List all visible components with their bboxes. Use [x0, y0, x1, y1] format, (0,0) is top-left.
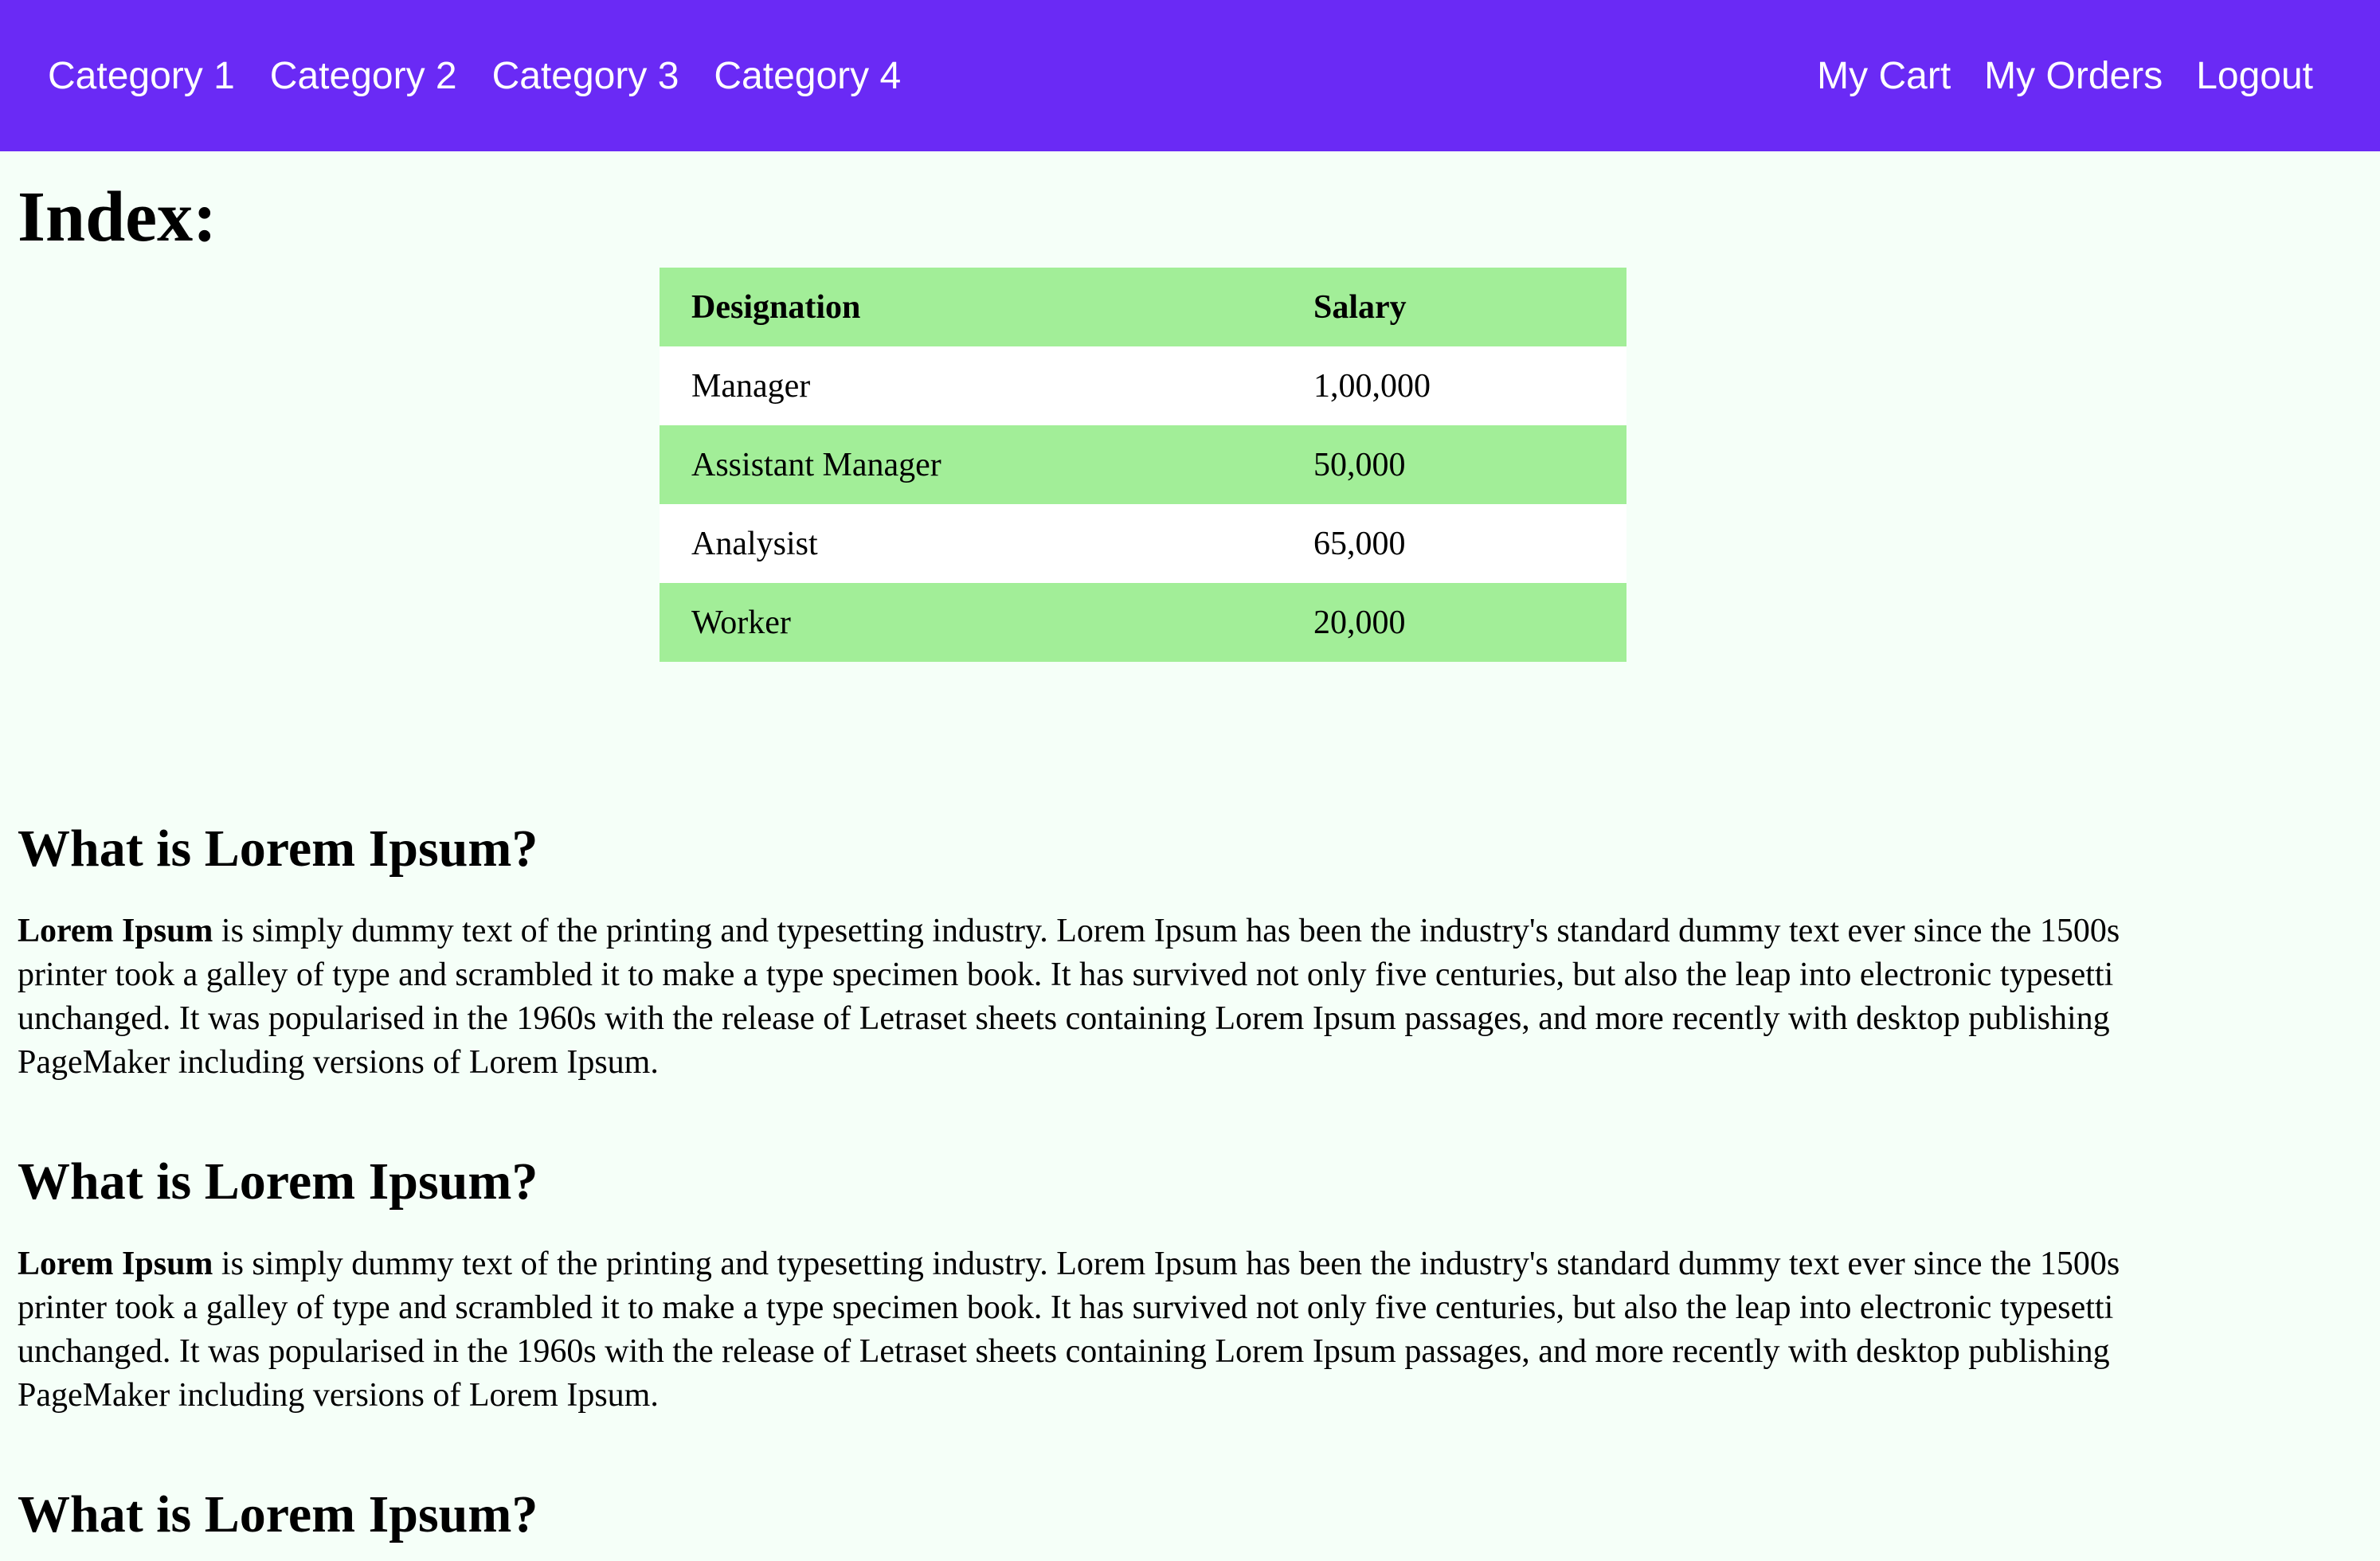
table-row	[660, 583, 1626, 662]
nav-link-category-4[interactable]: Category 4	[714, 54, 902, 97]
section-paragraph	[18, 910, 2380, 1085]
lorem-section-2	[18, 1150, 2380, 1418]
page-title: Index:	[18, 178, 217, 256]
top-navbar	[0, 0, 2380, 151]
designation-cell: Analysist	[691, 525, 818, 562]
section-heading: What is Lorem Ipsum?	[18, 1152, 538, 1211]
main-content	[18, 151, 2380, 1561]
nav-account	[1783, 0, 2313, 151]
designation-cell: Assistant Manager	[691, 446, 941, 483]
paragraph-line: PageMaker including versions of Lorem Ipsum.	[18, 1044, 659, 1081]
nav-categories	[48, 0, 936, 151]
nav-link-category-1[interactable]: Category 1	[48, 54, 235, 97]
nav-link-my-cart[interactable]: My Cart	[1817, 54, 1951, 97]
paragraph-lead: Lorem Ipsum	[18, 913, 213, 949]
paragraph-line: printer took a galley of type and scrambled it to make a type specimen book. It has survived not only five centuries, but also the leap into electronic typesetti	[18, 1289, 2114, 1326]
designation-cell: Worker	[691, 604, 791, 641]
nav-link-my-orders[interactable]: My Orders	[1984, 54, 2163, 97]
nav-link-category-2[interactable]: Category 2	[269, 54, 457, 97]
salary-cell: 1,00,000	[1313, 367, 1431, 405]
paragraph-line: PageMaker including versions of Lorem Ipsum.	[18, 1377, 659, 1414]
section-paragraph	[18, 1242, 2380, 1418]
designation-cell: Manager	[691, 367, 811, 405]
nav-link-logout[interactable]: Logout	[2196, 54, 2313, 97]
paragraph-line: is simply dummy text of the printing and typesetting industry. Lorem Ipsum has been the industry's standard dummy text ever since the 1500s	[213, 1246, 2120, 1282]
lorem-section-1	[18, 817, 2380, 1085]
column-header-designation: Designation	[691, 288, 861, 326]
salary-cell: 65,000	[1313, 525, 1406, 562]
table-row	[660, 504, 1626, 583]
salary-cell: 50,000	[1313, 446, 1406, 483]
column-header-salary: Salary	[1313, 288, 1407, 326]
lorem-section-3	[18, 1483, 2380, 1547]
paragraph-line: printer took a galley of type and scrambled it to make a type specimen book. It has survived not only five centuries, but also the leap into electronic typesetti	[18, 957, 2114, 993]
table-row	[660, 346, 1626, 425]
salary-cell: 20,000	[1313, 604, 1406, 641]
table-row	[660, 425, 1626, 504]
section-heading: What is Lorem Ipsum?	[18, 820, 538, 878]
section-heading: What is Lorem Ipsum?	[18, 1485, 538, 1543]
table-header-row	[660, 268, 1626, 346]
paragraph-lead: Lorem Ipsum	[18, 1246, 213, 1282]
paragraph-line: is simply dummy text of the printing and typesetting industry. Lorem Ipsum has been the industry's standard dummy text ever since the 1500s	[213, 913, 2120, 949]
paragraph-line: unchanged. It was popularised in the 1960s with the release of Letraset sheets containing Lorem Ipsum passages, and more recently with desktop publishing	[18, 1333, 2110, 1370]
nav-link-category-3[interactable]: Category 3	[491, 54, 679, 97]
salary-table	[660, 268, 1626, 662]
paragraph-line: unchanged. It was popularised in the 1960s with the release of Letraset sheets containing Lorem Ipsum passages, and more recently with desktop publishing	[18, 1000, 2110, 1037]
